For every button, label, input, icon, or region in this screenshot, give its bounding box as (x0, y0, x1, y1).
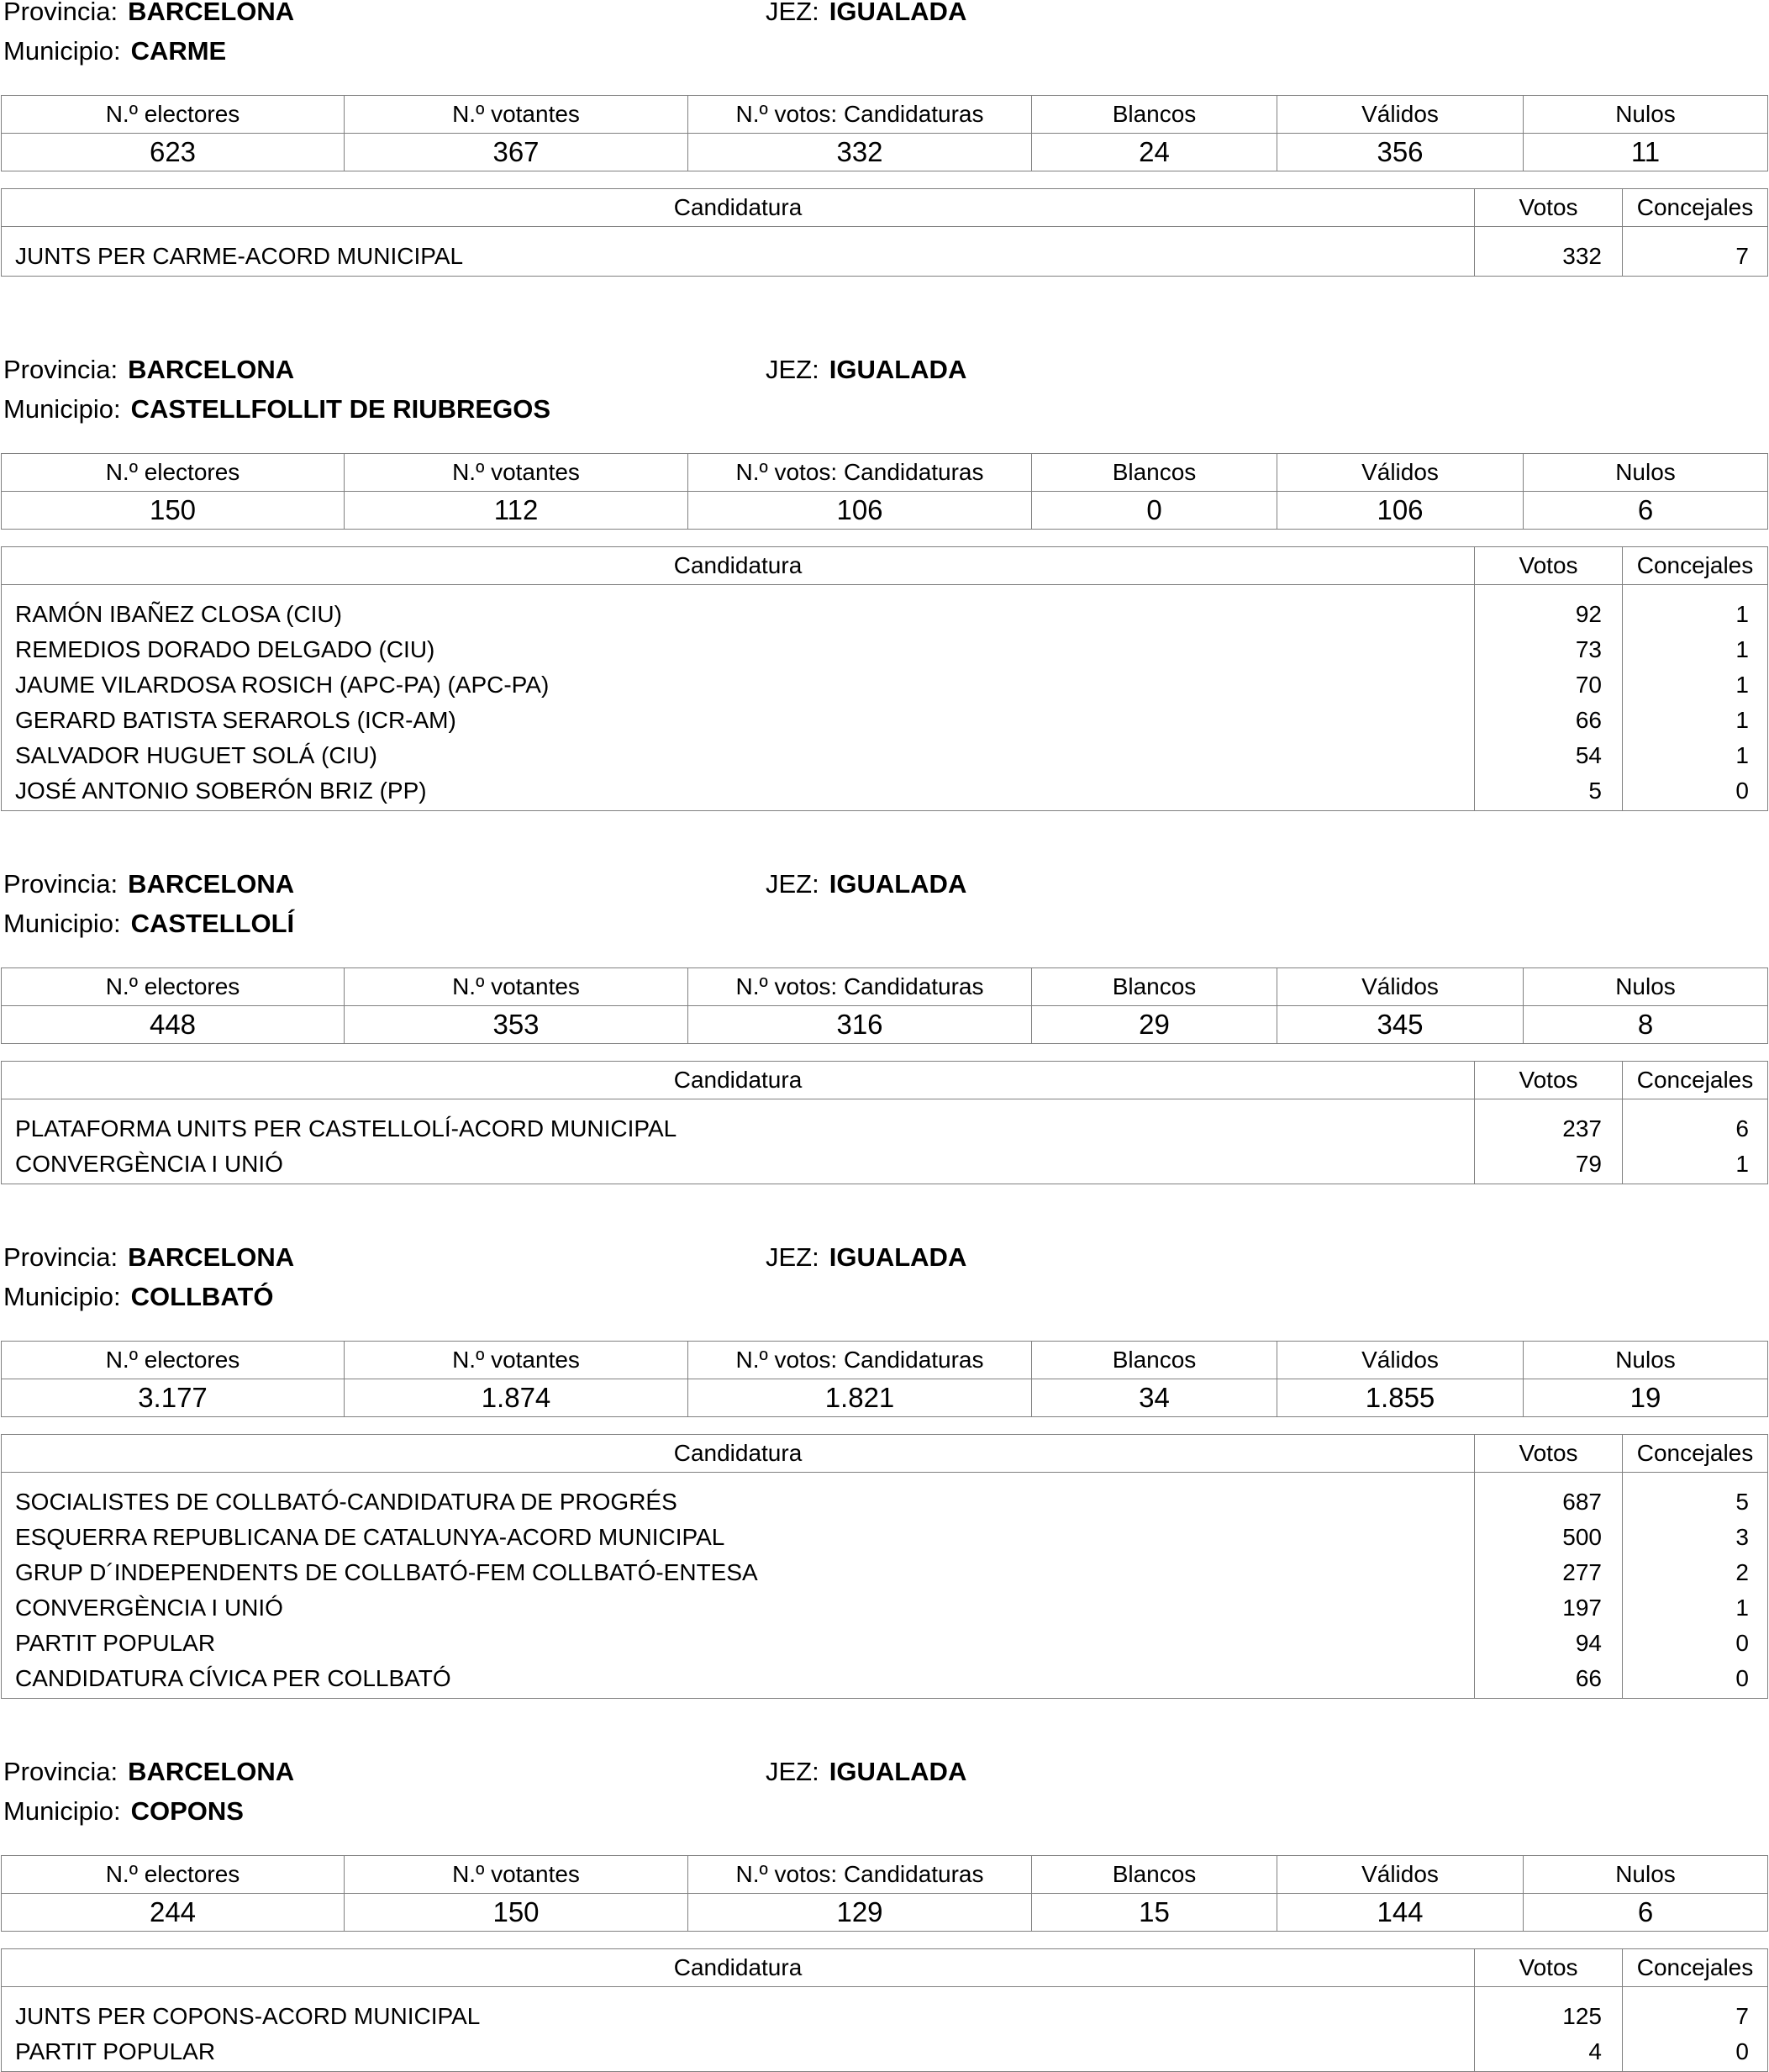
stats-value-cell: 150 (2, 492, 345, 530)
provincia-value: BARCELONA (128, 1757, 295, 1786)
candidatura-votos: 79 (1475, 1147, 1623, 1184)
stats-table (1, 95, 1768, 171)
candidatura-row (2, 2034, 1768, 2072)
candidatura-row (2, 1473, 1768, 1521)
provincia-value: BARCELONA (128, 355, 295, 384)
candidatura-concejales: 1 (1623, 738, 1768, 773)
candidatura-row (2, 1661, 1768, 1699)
candidatura-name: CANDIDATURA CÍVICA PER COLLBATÓ (2, 1661, 1475, 1699)
candidatura-name: PARTIT POPULAR (2, 2034, 1475, 2072)
candidatura-row (2, 738, 1768, 773)
candidaturas-table (1, 1061, 1768, 1184)
stats-header-cell: N.º votantes (345, 1856, 688, 1894)
stats-header-cell: Nulos (1524, 1856, 1768, 1894)
jez-row (766, 1755, 966, 1789)
provincia-row (3, 867, 294, 901)
stats-header-row (2, 968, 1768, 1006)
candidatura-concejales: 0 (1623, 773, 1768, 811)
candidatura-votos: 73 (1475, 632, 1623, 667)
stats-value-cell: 244 (2, 1894, 345, 1932)
candidatura-concejales: 0 (1623, 1661, 1768, 1699)
candidaturas-header-cell: Concejales (1623, 1949, 1768, 1987)
stats-value-cell: 448 (2, 1006, 345, 1044)
stats-value-cell: 29 (1032, 1006, 1277, 1044)
candidatura-votos: 687 (1475, 1473, 1623, 1521)
municipio-label: Municipio: (3, 1796, 121, 1826)
stats-value-cell: 24 (1032, 134, 1277, 171)
stats-header-cell: N.º electores (2, 968, 345, 1006)
stats-value-cell: 316 (688, 1006, 1032, 1044)
candidaturas-header-cell: Concejales (1623, 547, 1768, 585)
stats-value-row (2, 492, 1768, 530)
candidaturas-header-cell: Votos (1475, 1062, 1623, 1099)
stats-value-cell: 353 (345, 1006, 688, 1044)
candidatura-name: CONVERGÈNCIA I UNIÓ (2, 1147, 1475, 1184)
candidatura-row (2, 667, 1768, 703)
candidatura-votos: 66 (1475, 703, 1623, 738)
candidaturas-header-cell: Concejales (1623, 189, 1768, 227)
candidatura-name: PLATAFORMA UNITS PER CASTELLOLÍ-ACORD MUNICIPAL (2, 1099, 1475, 1147)
municipio-row (3, 393, 550, 426)
candidaturas-header-row (2, 1062, 1768, 1099)
jez-row (766, 1241, 966, 1274)
stats-value-cell: 345 (1277, 1006, 1524, 1044)
stats-value-cell: 6 (1524, 1894, 1768, 1932)
stats-header-row (2, 454, 1768, 492)
candidatura-row (2, 1147, 1768, 1184)
stats-value-cell: 6 (1524, 492, 1768, 530)
jez-value: IGUALADA (829, 355, 967, 384)
municipio-label: Municipio: (3, 36, 121, 66)
provincia-value: BARCELONA (128, 0, 295, 26)
candidatura-name: REMEDIOS DORADO DELGADO (CIU) (2, 632, 1475, 667)
municipio-value: CASTELLOLÍ (130, 909, 295, 938)
jez-value: IGUALADA (829, 0, 967, 26)
jez-label: JEZ: (766, 1242, 819, 1272)
stats-header-cell: Blancos (1032, 1342, 1277, 1379)
stats-value-cell: 150 (345, 1894, 688, 1932)
candidatura-name: JUNTS PER COPONS-ACORD MUNICIPAL (2, 1987, 1475, 2035)
provincia-row (3, 1241, 294, 1274)
candidatura-row (2, 1626, 1768, 1661)
candidaturas-header-cell: Candidatura (2, 1062, 1475, 1099)
jez-value: IGUALADA (829, 1757, 967, 1786)
candidaturas-header-row (2, 1949, 1768, 1987)
candidatura-name: GRUP D´INDEPENDENTS DE COLLBATÓ-FEM COLLBATÓ-ENTESA (2, 1555, 1475, 1590)
candidatura-votos: 500 (1475, 1520, 1623, 1555)
stats-header-cell: N.º votantes (345, 96, 688, 134)
candidatura-name: GERARD BATISTA SERAROLS (ICR-AM) (2, 703, 1475, 738)
stats-header-cell: N.º electores (2, 1342, 345, 1379)
municipio-value: COLLBATÓ (130, 1282, 274, 1311)
candidatura-votos: 92 (1475, 585, 1623, 633)
municipio-label: Municipio: (3, 394, 121, 424)
provincia-label: Provincia: (3, 1757, 118, 1786)
stats-value-cell: 1.855 (1277, 1379, 1524, 1417)
stats-value-cell: 332 (688, 134, 1032, 171)
candidatura-row (2, 227, 1768, 277)
stats-header-cell: N.º votantes (345, 1342, 688, 1379)
candidatura-concejales: 0 (1623, 2034, 1768, 2072)
jez-value: IGUALADA (829, 1242, 967, 1272)
stats-header-cell: N.º electores (2, 96, 345, 134)
municipio-row (3, 1795, 244, 1828)
stats-value-row (2, 1006, 1768, 1044)
stats-header-cell: Nulos (1524, 96, 1768, 134)
candidatura-concejales: 1 (1623, 1590, 1768, 1626)
municipio-value: CARME (130, 36, 227, 66)
candidatura-name: JAUME VILARDOSA ROSICH (APC-PA) (APC-PA) (2, 667, 1475, 703)
stats-value-cell: 34 (1032, 1379, 1277, 1417)
candidatura-concejales: 3 (1623, 1520, 1768, 1555)
stats-header-cell: Válidos (1277, 96, 1524, 134)
jez-row (766, 353, 966, 387)
stats-header-cell: N.º votos: Candidaturas (688, 968, 1032, 1006)
candidaturas-header-cell: Votos (1475, 1435, 1623, 1473)
stats-header-cell: Nulos (1524, 454, 1768, 492)
stats-value-cell: 15 (1032, 1894, 1277, 1932)
candidatura-votos: 4 (1475, 2034, 1623, 2072)
stats-value-cell: 129 (688, 1894, 1032, 1932)
candidaturas-header-cell: Concejales (1623, 1435, 1768, 1473)
provincia-label: Provincia: (3, 355, 118, 384)
jez-value: IGUALADA (829, 869, 967, 899)
candidaturas-header-row (2, 189, 1768, 227)
candidaturas-table (1, 188, 1768, 277)
stats-header-cell: Nulos (1524, 968, 1768, 1006)
candidaturas-header-cell: Candidatura (2, 189, 1475, 227)
municipio-row (3, 34, 226, 68)
candidatura-concejales: 1 (1623, 667, 1768, 703)
stats-value-row (2, 1894, 1768, 1932)
stats-header-cell: N.º electores (2, 1856, 345, 1894)
candidatura-row (2, 1590, 1768, 1626)
municipio-value: CASTELLFOLLIT DE RIUBREGOS (130, 394, 550, 424)
candidatura-name: RAMÓN IBAÑEZ CLOSA (CIU) (2, 585, 1475, 633)
jez-row (766, 867, 966, 901)
stats-value-cell: 3.177 (2, 1379, 345, 1417)
candidatura-votos: 197 (1475, 1590, 1623, 1626)
stats-header-cell: N.º votos: Candidaturas (688, 1342, 1032, 1379)
candidatura-row (2, 632, 1768, 667)
candidatura-name: SALVADOR HUGUET SOLÁ (CIU) (2, 738, 1475, 773)
candidatura-name: JOSÉ ANTONIO SOBERÓN BRIZ (PP) (2, 773, 1475, 811)
stats-table (1, 453, 1768, 530)
candidatura-row (2, 703, 1768, 738)
candidaturas-header-cell: Candidatura (2, 1949, 1475, 1987)
stats-header-cell: N.º votos: Candidaturas (688, 454, 1032, 492)
municipio-row (3, 1280, 273, 1314)
stats-header-cell: Nulos (1524, 1342, 1768, 1379)
candidatura-concejales: 1 (1623, 703, 1768, 738)
stats-value-cell: 19 (1524, 1379, 1768, 1417)
stats-header-cell: Blancos (1032, 1856, 1277, 1894)
stats-value-cell: 8 (1524, 1006, 1768, 1044)
provincia-label: Provincia: (3, 1242, 118, 1272)
stats-header-cell: Blancos (1032, 96, 1277, 134)
stats-header-cell: Blancos (1032, 968, 1277, 1006)
candidaturas-table (1, 546, 1768, 811)
municipio-value: COPONS (130, 1796, 244, 1826)
stats-header-cell: N.º electores (2, 454, 345, 492)
candidatura-name: CONVERGÈNCIA I UNIÓ (2, 1590, 1475, 1626)
provincia-row (3, 0, 294, 29)
provincia-value: BARCELONA (128, 1242, 295, 1272)
candidatura-concejales: 7 (1623, 227, 1768, 277)
jez-row (766, 0, 966, 29)
candidatura-votos: 277 (1475, 1555, 1623, 1590)
stats-value-cell: 112 (345, 492, 688, 530)
stats-header-cell: N.º votantes (345, 968, 688, 1006)
stats-value-cell: 106 (1277, 492, 1524, 530)
stats-value-cell: 144 (1277, 1894, 1524, 1932)
provincia-label: Provincia: (3, 0, 118, 26)
candidatura-name: ESQUERRA REPUBLICANA DE CATALUNYA-ACORD MUNICIPAL (2, 1520, 1475, 1555)
provincia-value: BARCELONA (128, 869, 295, 899)
stats-header-row (2, 1342, 1768, 1379)
stats-table (1, 1855, 1768, 1932)
stats-header-cell: Válidos (1277, 968, 1524, 1006)
municipio-label: Municipio: (3, 909, 121, 938)
candidatura-name: PARTIT POPULAR (2, 1626, 1475, 1661)
candidatura-row (2, 1987, 1768, 2035)
candidaturas-header-cell: Concejales (1623, 1062, 1768, 1099)
candidatura-votos: 5 (1475, 773, 1623, 811)
candidaturas-header-cell: Votos (1475, 1949, 1623, 1987)
municipio-row (3, 907, 294, 941)
stats-header-cell: N.º votantes (345, 454, 688, 492)
stats-value-cell: 356 (1277, 134, 1524, 171)
candidatura-concejales: 0 (1623, 1626, 1768, 1661)
jez-label: JEZ: (766, 0, 819, 26)
candidaturas-header-row (2, 547, 1768, 585)
candidatura-row (2, 1555, 1768, 1590)
jez-label: JEZ: (766, 355, 819, 384)
candidatura-concejales: 1 (1623, 585, 1768, 633)
stats-header-row (2, 1856, 1768, 1894)
stats-value-row (2, 134, 1768, 171)
candidatura-votos: 94 (1475, 1626, 1623, 1661)
candidatura-votos: 237 (1475, 1099, 1623, 1147)
candidatura-name: JUNTS PER CARME-ACORD MUNICIPAL (2, 227, 1475, 277)
municipio-label: Municipio: (3, 1282, 121, 1311)
candidaturas-header-cell: Votos (1475, 189, 1623, 227)
stats-header-cell: Válidos (1277, 1342, 1524, 1379)
candidatura-row (2, 1099, 1768, 1147)
provincia-row (3, 353, 294, 387)
candidatura-row (2, 773, 1768, 811)
candidatura-concejales: 7 (1623, 1987, 1768, 2035)
jez-label: JEZ: (766, 1757, 819, 1786)
candidatura-votos: 54 (1475, 738, 1623, 773)
stats-value-row (2, 1379, 1768, 1417)
candidaturas-header-cell: Candidatura (2, 1435, 1475, 1473)
candidatura-row (2, 585, 1768, 633)
candidatura-name: SOCIALISTES DE COLLBATÓ-CANDIDATURA DE PROGRÉS (2, 1473, 1475, 1521)
candidaturas-table (1, 1948, 1768, 2072)
candidatura-concejales: 1 (1623, 1147, 1768, 1184)
stats-value-cell: 0 (1032, 492, 1277, 530)
stats-value-cell: 623 (2, 134, 345, 171)
candidaturas-header-cell: Votos (1475, 547, 1623, 585)
candidaturas-table (1, 1434, 1768, 1699)
stats-table (1, 967, 1768, 1044)
stats-header-cell: Válidos (1277, 1856, 1524, 1894)
stats-header-cell: N.º votos: Candidaturas (688, 96, 1032, 134)
stats-header-cell: N.º votos: Candidaturas (688, 1856, 1032, 1894)
stats-value-cell: 106 (688, 492, 1032, 530)
candidatura-votos: 125 (1475, 1987, 1623, 2035)
stats-header-row (2, 96, 1768, 134)
candidatura-row (2, 1520, 1768, 1555)
stats-header-cell: Blancos (1032, 454, 1277, 492)
candidatura-concejales: 2 (1623, 1555, 1768, 1590)
stats-value-cell: 1.874 (345, 1379, 688, 1417)
candidatura-concejales: 6 (1623, 1099, 1768, 1147)
stats-header-cell: Válidos (1277, 454, 1524, 492)
candidatura-votos: 66 (1475, 1661, 1623, 1699)
candidaturas-header-row (2, 1435, 1768, 1473)
candidatura-votos: 70 (1475, 667, 1623, 703)
stats-value-cell: 367 (345, 134, 688, 171)
stats-table (1, 1341, 1768, 1417)
jez-label: JEZ: (766, 869, 819, 899)
stats-value-cell: 11 (1524, 134, 1768, 171)
candidaturas-header-cell: Candidatura (2, 547, 1475, 585)
candidatura-concejales: 1 (1623, 632, 1768, 667)
candidatura-concejales: 5 (1623, 1473, 1768, 1521)
candidatura-votos: 332 (1475, 227, 1623, 277)
provincia-label: Provincia: (3, 869, 118, 899)
provincia-row (3, 1755, 294, 1789)
stats-value-cell: 1.821 (688, 1379, 1032, 1417)
